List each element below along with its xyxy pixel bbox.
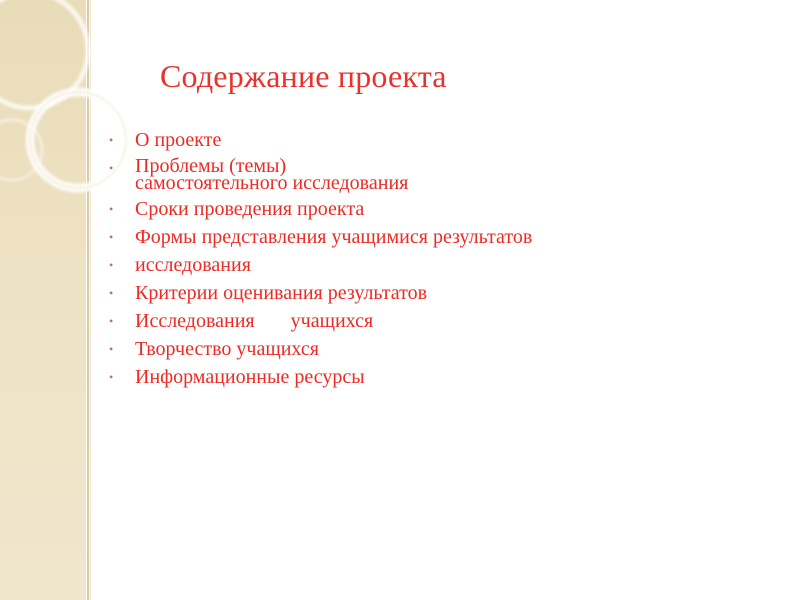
- list-item-creativity: [108, 339, 532, 359]
- bullet-icon: •: [109, 370, 114, 384]
- content-list: [108, 130, 532, 395]
- list-item-text: исследования: [135, 254, 251, 276]
- list-item-problems: [108, 155, 532, 194]
- list-item-resources: [108, 367, 532, 387]
- bullet-icon: •: [109, 133, 114, 147]
- list-item-text-part2: учащихся: [290, 310, 374, 332]
- list-item-text-line2: самостоятельного исследования: [135, 172, 409, 194]
- bullet-icon: •: [109, 202, 114, 216]
- list-item-timeline: [108, 199, 532, 219]
- list-item-text: [135, 311, 532, 331]
- list-item-text-part1: Исследования: [135, 310, 255, 332]
- list-item-text: О проекте: [135, 129, 222, 151]
- list-item-text: Критерии оценивания результатов: [135, 282, 428, 304]
- bullet-icon: •: [109, 286, 114, 300]
- list-item-criteria: [108, 283, 532, 303]
- list-item-text: Формы представления учащимися результатов: [135, 226, 533, 248]
- bullet-icon: •: [109, 314, 114, 328]
- list-item-text-line1: Проблемы (темы): [135, 155, 287, 177]
- list-item-about: [108, 130, 532, 150]
- list-item-text: Творчество учащихся: [135, 338, 319, 360]
- bullet-icon: •: [109, 258, 114, 272]
- slide-title: Содержание проекта: [160, 58, 447, 94]
- list-item-text: Сроки проведения проекта: [135, 198, 365, 220]
- bullet-icon: •: [109, 342, 114, 356]
- list-item-text: Информационные ресурсы: [135, 366, 365, 388]
- bullet-icon: •: [109, 161, 114, 175]
- bullet-icon: •: [109, 230, 114, 244]
- list-item-student-research: [108, 311, 532, 331]
- list-item-forms: [108, 227, 532, 247]
- list-item-research: [108, 255, 532, 275]
